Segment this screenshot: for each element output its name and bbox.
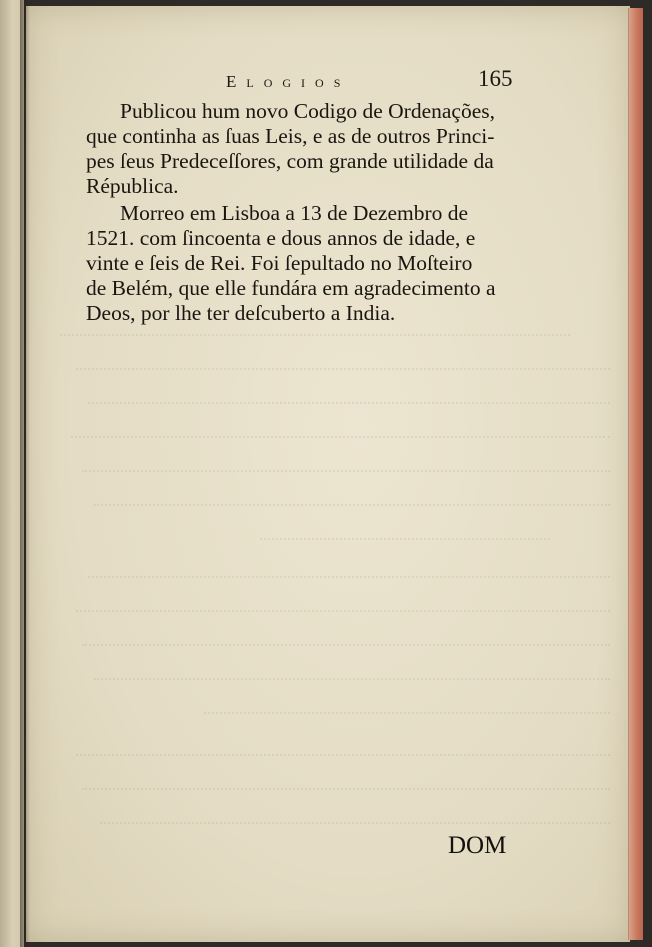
text-line: Deos, por lhe ter deſcuberto a India. (86, 301, 396, 325)
page-number: 165 (478, 66, 513, 91)
running-title: Elogios (226, 72, 351, 91)
text-line: 1521. com ſincoenta e dous annos de idade, e (86, 226, 476, 250)
book-right-edge (628, 8, 643, 940)
text-line: de Belém, que elle fundára em agradecimento a (86, 276, 496, 300)
text-line: Publicou hum novo Codigo de Ordenações, (120, 99, 496, 123)
text-line: Républica. (86, 174, 179, 198)
page-gutter-shadow (20, 0, 30, 947)
catchword: DOM (448, 832, 507, 859)
text-line: pes ſeus Predeceſſores, com grande utilidade da (86, 149, 494, 173)
text-line: vinte e ſeis de Rei. Foi ſepultado no Moſteiro (86, 251, 473, 275)
text-line: que continha as ſuas Leis, e as de outros Princi- (86, 124, 495, 148)
text-line: Morreo em Lisboa a 13 de Dezembro de (120, 201, 469, 225)
